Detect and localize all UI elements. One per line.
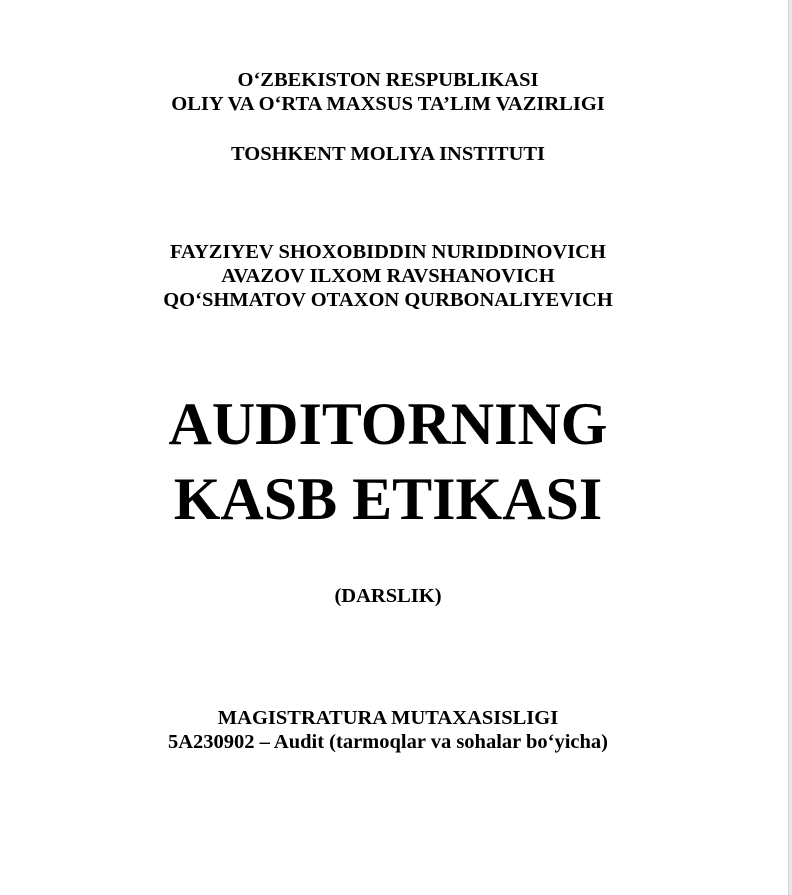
title-line-2: KASB ETIKASI — [173, 466, 603, 532]
specialty-code: 5A230902 – Audit (tarmoqlar va sohalar bo‘yicha) — [167, 731, 608, 753]
document-type: (DARSLIK) — [334, 585, 442, 607]
author-2: AVAZOV ILXOM RAVSHANOVICH — [221, 265, 555, 287]
title-line-1: AUDITORNING — [168, 391, 608, 457]
ministry-line-2: OLIY VA O‘RTA MAXSUS TA’LIM VAZIRLIGI — [171, 93, 605, 115]
author-3: QO‘SHMATOV OTAXON QURBONALIYEVICH — [163, 289, 613, 311]
program-name: MAGISTRATURA MUTAXASISLIGI — [217, 707, 559, 729]
institute-name: TOSHKENT MOLIYA INSTITUTI — [230, 143, 546, 165]
page-edge-divider — [788, 0, 792, 895]
ministry-line-1: O‘ZBEKISTON RESPUBLIKASI — [237, 69, 539, 91]
author-1: FAYZIYEV SHOXOBIDDIN NURIDDINOVICH — [170, 241, 606, 263]
